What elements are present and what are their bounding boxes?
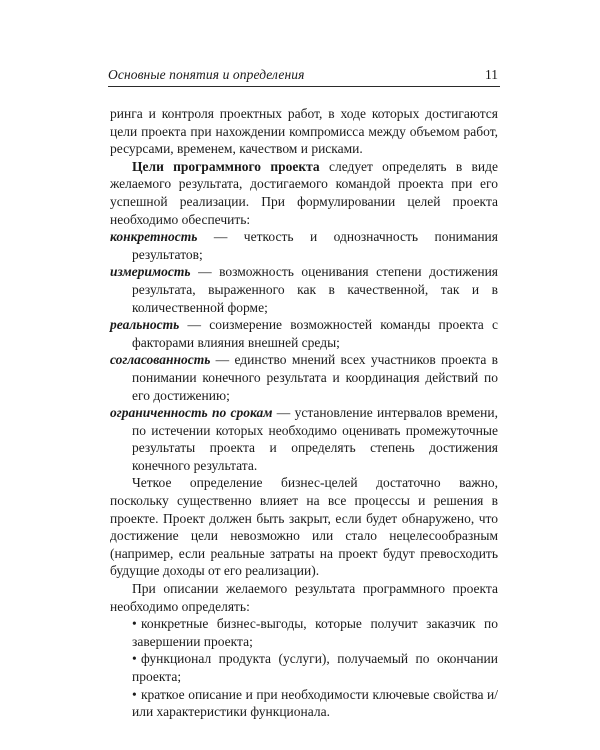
bullet-text: функционал продукта (услуги), получаемый по окончании проекта; bbox=[132, 651, 498, 684]
bold-term: Цели программного проекта bbox=[132, 158, 320, 174]
criterion-text: — соизмерение возможностей команды проекта с факторами влияния внешней среды; bbox=[132, 317, 498, 350]
criterion-item bbox=[110, 316, 498, 351]
criterion-item bbox=[110, 228, 498, 263]
criterion-term: реальность bbox=[110, 317, 180, 333]
running-header bbox=[108, 64, 500, 87]
page-body bbox=[110, 105, 498, 721]
paragraph bbox=[110, 158, 498, 228]
criterion-text: — возможность оценивания степени достижения результата, выраженного как в качественной, так и в количественной форме; bbox=[132, 264, 498, 315]
criterion-text: — установление интервалов времени, по истечении которых необходимо оценивать промежуточные результаты проекта и определять степень достижения конечного результата. bbox=[132, 405, 498, 473]
chapter-title: Основные понятия и определения bbox=[108, 67, 305, 82]
bullet-item bbox=[110, 615, 498, 650]
criterion-item bbox=[110, 263, 498, 316]
paragraph: Четкое определение бизнес-целей достаточно важно, поскольку существенно влияет на все процессы и решения в проекте. Проект должен быть закрыт, если будет обнаружено, что достижение цели невозможно или стало нецелесообразным (например, если реальные затраты на проект будут превосходить будущие доходы от его реализации). bbox=[110, 475, 498, 579]
bullet-icon: • bbox=[132, 616, 137, 632]
paragraph-text: следует определять в виде желаемого результата, достигаемого командой проекта при его успешной реализации. При формулировании целей проекта необходимо обеспечить: bbox=[110, 158, 498, 227]
criterion-term: конкретность bbox=[110, 229, 198, 245]
paragraph: ринга и контроля проектных работ, в ходе которых достигаются цели проекта при нахождении компромисса между объемом работ, ресурсами, временем, качеством и рисками. bbox=[110, 106, 498, 157]
paragraph: При описании желаемого результата программного проекта необходимо определять: bbox=[110, 581, 498, 614]
bullet-item bbox=[110, 650, 498, 685]
bullet-icon: • bbox=[132, 651, 137, 667]
criterion-term: ограниченность по срокам bbox=[110, 405, 273, 421]
criterion-item bbox=[110, 351, 498, 404]
criterion-item bbox=[110, 404, 498, 474]
criterion-term: измеримость bbox=[110, 264, 191, 280]
page-number: 11 bbox=[485, 67, 498, 82]
bullet-text: краткое описание и при необходимости ключевые свойства и/или характеристики функционала. bbox=[132, 686, 498, 720]
criterion-term: согласованность bbox=[110, 352, 211, 368]
bullet-icon: • bbox=[132, 686, 137, 702]
bullet-text: конкретные бизнес-выгоды, которые получит заказчик по завершении проекта; bbox=[132, 616, 498, 649]
criterion-text: — четкость и однозначность понимания результатов; bbox=[132, 229, 498, 262]
criterion-text: — единство мнений всех участников проекта в понимании конечного результата и координация действий по его достижению; bbox=[132, 352, 498, 403]
bullet-item bbox=[110, 686, 498, 721]
